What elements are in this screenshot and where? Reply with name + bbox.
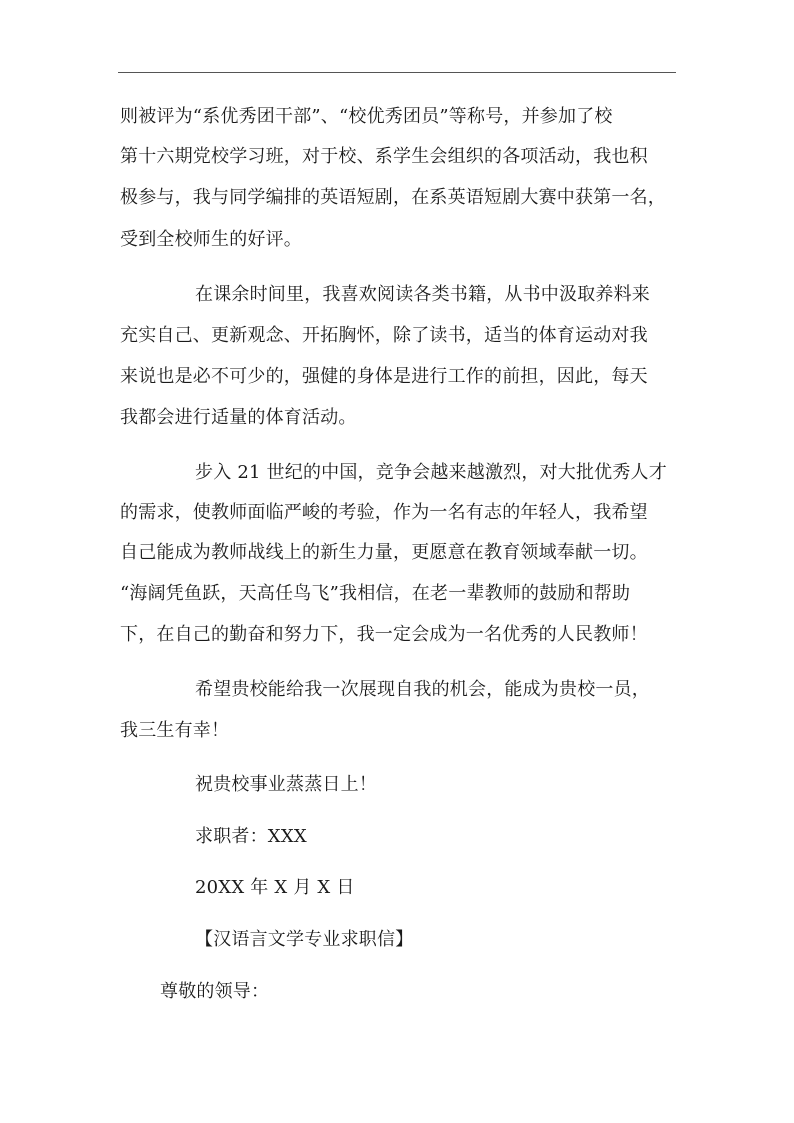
paragraph-1-line-1: 则被评为“系优秀团干部”、“校优秀团员”等称号，并参加了校 xyxy=(120,106,613,127)
paragraph-1-line-3: 极参与，我与同学编排的英语短剧，在系英语短剧大赛中获第一名， xyxy=(120,187,666,208)
paragraph-3-line-5: 下，在自己的勤奋和努力下，我一定会成为一名优秀的人民教师！ xyxy=(120,624,648,645)
paragraph-2-line-1: 在课余时间里，我喜欢阅读各类书籍，从书中汲取养料来 xyxy=(195,284,650,305)
paragraph-3-line-4: “海阔凭鱼跃，天高任鸟飞”我相信，在老一辈教师的鼓励和帮助 xyxy=(120,583,631,604)
signature: 求职者：XXX xyxy=(195,826,307,847)
header-rule xyxy=(118,72,676,73)
paragraph-3-line-1: 步入 21 世纪的中国，竞争会越来越激烈，对大批优秀人才 xyxy=(195,462,667,483)
section-title: 【汉语言文学专业求职信】 xyxy=(195,929,414,950)
paragraph-2-line-2: 充实自己、更新观念、开拓胸怀，除了读书，适当的体育运动对我 xyxy=(120,325,648,346)
paragraph-2-line-4: 我都会进行适量的体育活动。 xyxy=(120,407,357,428)
salutation: 尊敬的领导： xyxy=(160,981,270,1002)
date: 20XX 年 X 月 X 日 xyxy=(195,877,355,898)
paragraph-3-line-3: 自己能成为教师战线上的新生力量，更愿意在教育领域奉献一切。 xyxy=(120,542,648,563)
paragraph-1-line-2: 第十六期党校学习班，对于校、系学生会组织的各项活动，我也积 xyxy=(120,146,648,167)
paragraph-2-line-3: 来说也是必不可少的，强健的身体是进行工作的前担，因此，每天 xyxy=(120,366,648,387)
paragraph-4-line-2: 我三生有幸！ xyxy=(120,720,230,741)
paragraph-4-line-1: 希望贵校能给我一次展现自我的机会，能成为贵校一员， xyxy=(195,679,650,700)
closing-wish: 祝贵校事业蒸蒸日上！ xyxy=(195,774,377,795)
paragraph-3-line-2: 的需求，使教师面临严峻的考验，作为一名有志的年轻人，我希望 xyxy=(120,502,648,523)
paragraph-1-line-4: 受到全校师生的好评。 xyxy=(120,229,302,250)
